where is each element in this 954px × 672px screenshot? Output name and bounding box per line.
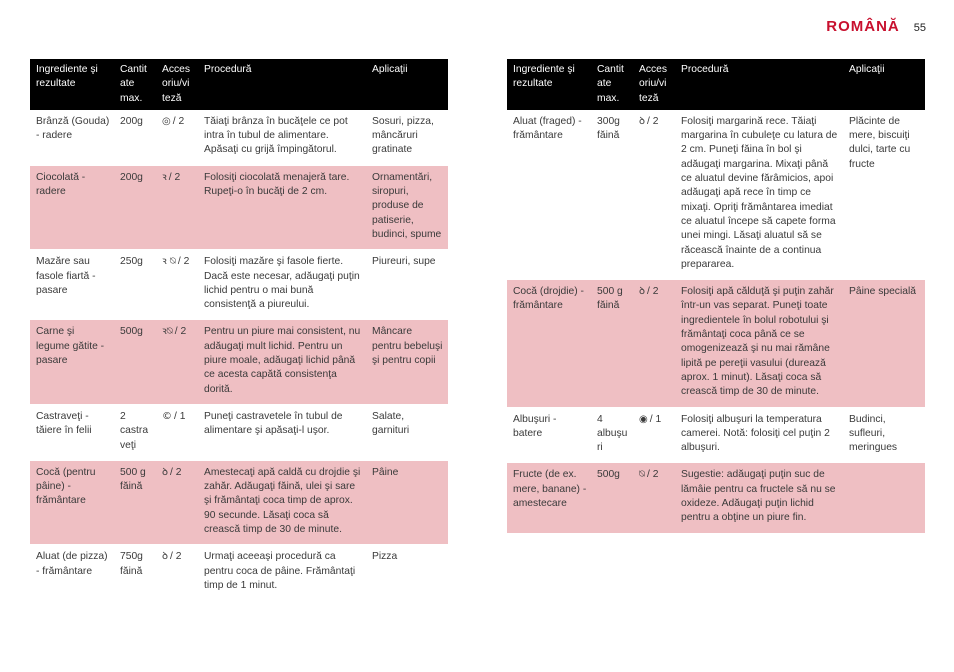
uses-cell: Pâine specială	[843, 280, 925, 407]
col-accessory-header: Acces oriu/vi teză	[633, 59, 675, 110]
uses-cell: Pâine	[366, 460, 448, 544]
quantity-cell: 2 castra veţi	[114, 404, 156, 460]
speed-setting: / 2	[172, 115, 185, 127]
quantity-cell: 200g	[114, 165, 156, 249]
quantity-cell: 500 g făină	[114, 460, 156, 544]
accessory-speed-cell	[633, 280, 675, 407]
speed-setting: / 1	[174, 410, 186, 422]
accessory-speed-cell	[156, 250, 198, 320]
page-number: 55	[913, 22, 926, 34]
accessory-speed-cell	[156, 460, 198, 544]
ingredient-cell: Aluat (fraged) - frământare	[507, 110, 591, 280]
table-row	[30, 250, 448, 320]
table-row	[507, 110, 925, 280]
table-row	[30, 404, 448, 460]
accessory-speed-cell	[156, 110, 198, 165]
speed-setting: / 2	[174, 326, 187, 338]
table-row	[507, 280, 925, 407]
quantity-cell: 300g făină	[591, 110, 633, 280]
uses-cell: Plăcinte de mere, biscuiţi dulci, tarte cu fructe	[843, 110, 925, 280]
kneading-blade-icon: ꝺ	[639, 115, 645, 127]
page-header	[826, 18, 926, 35]
col-uses-header: Aplicaţii	[366, 59, 448, 110]
ingredient-cell: Aluat (de pizza) - frământare	[30, 545, 114, 601]
speed-setting: / 2	[647, 286, 659, 298]
speed-setting: / 2	[647, 115, 659, 127]
procedure-cell: Folosiţi ciocolată menajeră tare. Rupeţi-o în bucăţi de 2 cm.	[198, 165, 366, 249]
speed-setting: / 2	[177, 256, 190, 268]
procedure-cell: Folosiţi margarină rece. Tăiaţi margarina în cubuleţe cu latura de 2 cm. Puneţi făina în bol şi adăugaţi margarina. Mixaţi până ce aluatul devine fărâmicios, apoi adăugaţi apă rece în timp ce mixaţi. Opriţi frământarea imediat ce aluatul începe să capete forma unei mingi. Lăsaţi aluatul să se răcească înainte de a continua prepararea.	[675, 110, 843, 280]
accessory-speed-cell	[633, 463, 675, 533]
uses-cell: Pizza	[366, 545, 448, 601]
speed-setting: / 2	[647, 469, 659, 481]
quantity-cell: 750g făină	[114, 545, 156, 601]
ingredient-cell: Mazăre sau fasole fiartă - pasare	[30, 250, 114, 320]
ingredient-cell: Fructe (de ex. mere, banane) - amestecare	[507, 463, 591, 533]
table-row	[30, 460, 448, 544]
speed-setting: / 1	[649, 413, 662, 425]
recipe-table-left	[30, 59, 448, 601]
quantity-cell: 500g	[114, 320, 156, 404]
uses-cell: Salate, garnituri	[366, 404, 448, 460]
kneading-blade-icon: ꝺ	[162, 466, 168, 478]
speed-setting: / 2	[168, 171, 181, 183]
procedure-cell: Folosiţi mazăre şi fasole fierte. Dacă este necesar, adăugaţi puţin lichid pentru o mai bună consistenţă a piureului.	[198, 250, 366, 320]
accessory-speed-cell	[156, 404, 198, 460]
col-quantity-header: Cantit ate max.	[591, 59, 633, 110]
procedure-cell: Sugestie: adăugaţi puţin suc de lămâie pentru ca fructele să nu se oxideze. Adăugaţi puţin lichid pentru a obţine un piure fin.	[675, 463, 843, 533]
table-row	[30, 320, 448, 404]
ingredient-cell: Brânză (Gouda) - radere	[30, 110, 114, 165]
blade-masher-icon: ꝛ⍉	[162, 326, 173, 338]
masher-icon: ⍉	[639, 469, 645, 481]
quantity-cell: 500g	[591, 463, 633, 533]
col-ingredients-header: Ingrediente şi rezultate	[507, 59, 591, 110]
table-header-row	[507, 59, 925, 110]
col-procedure-header: Procedură	[675, 59, 843, 110]
kneading-blade-icon: ꝺ	[162, 551, 168, 563]
uses-cell: Sosuri, pizza, mâncăruri gratinate	[366, 110, 448, 165]
uses-cell: Budinci, sufleuri, meringues	[843, 407, 925, 463]
slicing-disc-icon: ©	[162, 410, 172, 422]
table-row	[30, 545, 448, 601]
quantity-cell: 250g	[114, 250, 156, 320]
uses-cell	[843, 463, 925, 533]
procedure-cell: Folosiţi albuşuri la temperatura camerei. Notă: folosiţi cel puţin 2 albuşuri.	[675, 407, 843, 463]
language-title: ROMÂNĂ	[826, 18, 900, 35]
uses-cell: Ornamentări, siropuri, produse de patiserie, budinci, spume	[366, 165, 448, 249]
col-accessory-header: Acces oriu/vi teză	[156, 59, 198, 110]
quantity-cell: 200g	[114, 110, 156, 165]
table-row	[507, 463, 925, 533]
ingredient-cell: Castraveţi - tăiere în felii	[30, 404, 114, 460]
ingredient-cell: Ciocolată - radere	[30, 165, 114, 249]
table-header-row	[30, 59, 448, 110]
blade-masher-icon: ꝛ ⍉	[162, 256, 176, 268]
col-uses-header: Aplicaţii	[843, 59, 925, 110]
accessory-speed-cell	[156, 320, 198, 404]
ingredient-cell: Albuşuri - batere	[507, 407, 591, 463]
uses-cell: Mâncare pentru bebeluşi şi pentru copii	[366, 320, 448, 404]
grater-disc-icon: ◎	[162, 115, 171, 127]
accessory-speed-cell	[156, 165, 198, 249]
ingredient-cell: Cocă (drojdie) - frământare	[507, 280, 591, 407]
procedure-cell: Amestecaţi apă caldă cu drojdie şi zahăr. Adăugaţi făină, ulei şi sare şi frământaţi coca timp de aprox. 90 secunde. Lăsaţi coca să crească timp de 30 de minute.	[198, 460, 366, 544]
accessory-speed-cell	[633, 110, 675, 280]
quantity-cell: 500 g făină	[591, 280, 633, 407]
procedure-cell: Urmaţi aceeaşi procedură ca pentru coca de pâine. Frământaţi timp de 1 minut.	[198, 545, 366, 601]
uses-cell: Piureuri, supe	[366, 250, 448, 320]
ingredient-cell: Cocă (pentru pâine) - frământare	[30, 460, 114, 544]
col-procedure-header: Procedură	[198, 59, 366, 110]
col-ingredients-header: Ingrediente şi rezultate	[30, 59, 114, 110]
procedure-cell: Puneţi castravetele în tubul de alimentare şi apăsaţi-l uşor.	[198, 404, 366, 460]
kneading-blade-icon: ꝺ	[639, 286, 645, 298]
table-row	[30, 165, 448, 249]
procedure-cell: Tăiaţi brânza în bucăţele ce pot intra în tubul de alimentare. Apăsaţi cu grijă împingătorul.	[198, 110, 366, 165]
whisk-icon: ◉	[639, 413, 648, 425]
table-row	[507, 407, 925, 463]
col-quantity-header: Cantit ate max.	[114, 59, 156, 110]
speed-setting: / 2	[170, 466, 182, 478]
blade-icon: ꝛ	[162, 171, 167, 183]
procedure-cell: Folosiţi apă călduţă şi puţin zahăr într-un vas separat. Puneţi toate ingredientele în bolul robotului şi frământaţi coca până ce se omogenizează şi nu mai rămâne lipită pe pereţii vasului (durează aprox. 1 minut). Lăsaţi coca să crească timp de 30 de minute.	[675, 280, 843, 407]
quantity-cell: 4 albuşu ri	[591, 407, 633, 463]
accessory-speed-cell	[156, 545, 198, 601]
ingredient-cell: Carne şi legume gătite - pasare	[30, 320, 114, 404]
recipe-table-right	[507, 59, 925, 534]
speed-setting: / 2	[170, 551, 182, 563]
procedure-cell: Pentru un piure mai consistent, nu adăugaţi mult lichid. Pentru un piure moale, adăugaţi lichid până ce acesta capătă consistenţa dorită.	[198, 320, 366, 404]
table-row	[30, 110, 448, 165]
accessory-speed-cell	[633, 407, 675, 463]
